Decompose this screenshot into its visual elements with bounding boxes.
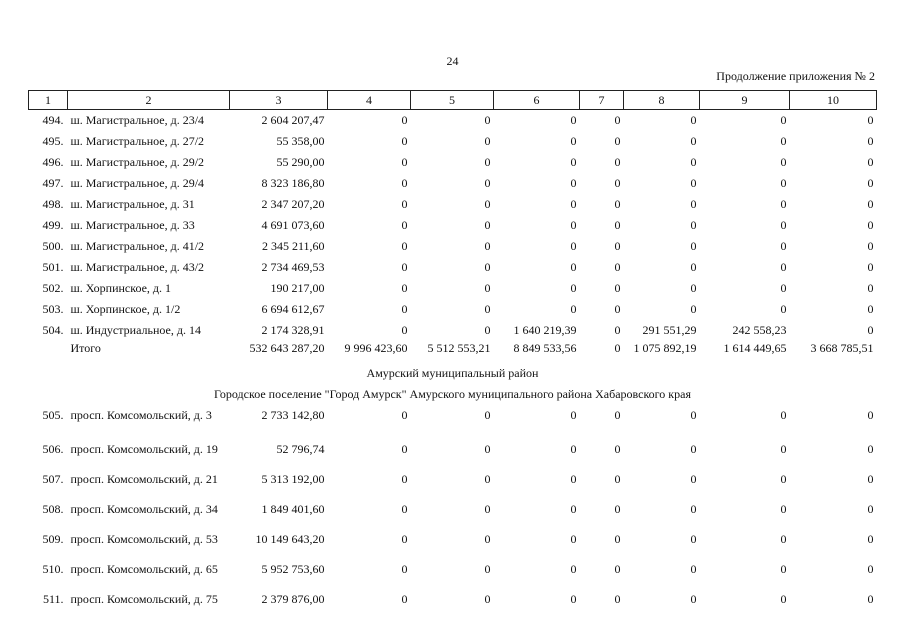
row-value: 0 bbox=[867, 176, 874, 190]
table-row bbox=[29, 236, 877, 257]
row-value: 0 bbox=[401, 442, 408, 456]
column-header: 9 bbox=[700, 91, 790, 110]
row-value: 0 bbox=[614, 532, 621, 546]
row-value: 0 bbox=[780, 442, 787, 456]
row-value: 0 bbox=[570, 502, 577, 516]
row-value: 0 bbox=[690, 218, 697, 232]
row-value: 8 323 186,80 bbox=[261, 176, 325, 190]
table-row bbox=[29, 152, 877, 173]
row-value: 5 313 192,00 bbox=[261, 472, 325, 486]
row-value: 0 bbox=[780, 176, 787, 190]
district-heading: Амурский муниципальный район bbox=[366, 366, 539, 380]
row-value: 0 bbox=[401, 218, 408, 232]
row-value: 0 bbox=[401, 155, 408, 169]
table-row bbox=[29, 173, 877, 194]
row-value: 0 bbox=[690, 260, 697, 274]
row-value: 0 bbox=[484, 113, 491, 127]
row-value: 0 bbox=[614, 472, 621, 486]
row-value: 0 bbox=[614, 113, 621, 127]
table-row bbox=[29, 576, 877, 606]
row-address: просп. Комсомольский, д. 53 bbox=[70, 532, 218, 546]
table-body bbox=[29, 91, 877, 607]
row-value: 0 bbox=[484, 155, 491, 169]
row-value: 0 bbox=[690, 155, 697, 169]
row-value: 0 bbox=[690, 442, 697, 456]
row-value: 0 bbox=[867, 532, 874, 546]
row-value: 0 bbox=[867, 134, 874, 148]
row-value: 0 bbox=[867, 472, 874, 486]
row-value: 0 bbox=[401, 408, 408, 422]
row-number: 509. bbox=[42, 532, 64, 546]
row-address: ш. Индустриальное, д. 14 bbox=[70, 323, 201, 337]
row-value: 0 bbox=[570, 239, 577, 253]
row-value: 0 bbox=[570, 472, 577, 486]
row-value: 0 bbox=[484, 592, 491, 606]
table-row bbox=[29, 110, 877, 132]
row-value: 0 bbox=[780, 592, 787, 606]
row-value: 0 bbox=[614, 562, 621, 576]
row-value: 0 bbox=[614, 155, 621, 169]
row-value: 0 bbox=[690, 302, 697, 316]
row-value: 0 bbox=[484, 260, 491, 274]
row-number: 494. bbox=[42, 113, 64, 127]
row-value: 0 bbox=[484, 408, 491, 422]
row-value: 0 bbox=[401, 239, 408, 253]
row-value: 0 bbox=[780, 408, 787, 422]
row-value: 0 bbox=[484, 281, 491, 295]
row-value: 242 558,23 bbox=[732, 323, 787, 337]
row-value: 0 bbox=[401, 113, 408, 127]
row-value: 0 bbox=[867, 442, 874, 456]
row-address: просп. Комсомольский, д. 75 bbox=[70, 592, 218, 606]
row-value: 0 bbox=[780, 239, 787, 253]
row-value: 4 691 073,60 bbox=[261, 218, 325, 232]
total-value: 8 849 533,56 bbox=[513, 341, 577, 355]
row-value: 0 bbox=[614, 302, 621, 316]
continuation-label: Продолжение приложения № 2 bbox=[716, 69, 875, 83]
row-number: 496. bbox=[42, 155, 64, 169]
row-value: 0 bbox=[484, 176, 491, 190]
row-value: 2 345 211,60 bbox=[261, 239, 325, 253]
row-value: 0 bbox=[484, 472, 491, 486]
row-value: 0 bbox=[614, 260, 621, 274]
row-value: 0 bbox=[867, 502, 874, 516]
row-value: 0 bbox=[780, 502, 787, 516]
row-value: 0 bbox=[614, 442, 621, 456]
row-number: 503. bbox=[42, 302, 64, 316]
row-value: 0 bbox=[780, 472, 787, 486]
row-value: 0 bbox=[867, 281, 874, 295]
row-number: 504. bbox=[42, 323, 64, 337]
row-number: 508. bbox=[42, 502, 64, 516]
row-value: 0 bbox=[690, 281, 697, 295]
row-number: 500. bbox=[42, 239, 64, 253]
row-value: 0 bbox=[570, 408, 577, 422]
row-value: 10 149 643,20 bbox=[255, 532, 325, 546]
row-value: 0 bbox=[867, 113, 874, 127]
row-value: 0 bbox=[570, 176, 577, 190]
table-row bbox=[29, 257, 877, 278]
row-value: 2 347 207,20 bbox=[261, 197, 325, 211]
column-header: 7 bbox=[580, 91, 624, 110]
row-value: 0 bbox=[570, 562, 577, 576]
row-value: 2 733 142,80 bbox=[261, 408, 325, 422]
total-value: 5 512 553,21 bbox=[427, 341, 491, 355]
row-value: 0 bbox=[614, 239, 621, 253]
row-value: 0 bbox=[484, 323, 491, 337]
column-header: 1 bbox=[29, 91, 68, 110]
row-value: 2 604 207,47 bbox=[261, 113, 325, 127]
row-value: 0 bbox=[780, 562, 787, 576]
row-address: ш. Магистральное, д. 33 bbox=[70, 218, 195, 232]
column-header: 5 bbox=[411, 91, 494, 110]
row-address: ш. Магистральное, д. 29/4 bbox=[70, 176, 205, 190]
total-value: 1 075 892,19 bbox=[633, 341, 697, 355]
row-value: 0 bbox=[780, 155, 787, 169]
row-value: 0 bbox=[690, 134, 697, 148]
row-value: 0 bbox=[401, 502, 408, 516]
row-value: 0 bbox=[690, 562, 697, 576]
row-value: 0 bbox=[690, 113, 697, 127]
row-value: 0 bbox=[570, 155, 577, 169]
row-value: 0 bbox=[401, 562, 408, 576]
column-header: 10 bbox=[790, 91, 877, 110]
row-value: 2 734 469,53 bbox=[261, 260, 325, 274]
row-value: 0 bbox=[867, 155, 874, 169]
row-value: 0 bbox=[690, 592, 697, 606]
row-value: 0 bbox=[614, 281, 621, 295]
row-value: 0 bbox=[484, 502, 491, 516]
total-label: Итого bbox=[70, 341, 101, 355]
row-number: 507. bbox=[42, 472, 64, 486]
total-value: 532 643 287,20 bbox=[249, 341, 325, 355]
row-value: 0 bbox=[867, 302, 874, 316]
row-value: 1 849 401,60 bbox=[261, 502, 325, 516]
row-value: 0 bbox=[780, 260, 787, 274]
column-header: 8 bbox=[624, 91, 700, 110]
row-value: 0 bbox=[401, 472, 408, 486]
row-address: ш. Магистральное, д. 23/4 bbox=[70, 113, 205, 127]
column-header: 2 bbox=[68, 91, 230, 110]
table-row bbox=[29, 131, 877, 152]
row-value: 0 bbox=[484, 442, 491, 456]
row-value: 0 bbox=[570, 260, 577, 274]
row-value: 55 358,00 bbox=[276, 134, 325, 148]
row-address: ш. Хорпинское, д. 1/2 bbox=[70, 302, 181, 316]
page-number: 24 bbox=[446, 54, 459, 68]
row-value: 0 bbox=[780, 218, 787, 232]
row-value: 0 bbox=[614, 323, 621, 337]
row-number: 497. bbox=[42, 176, 64, 190]
settlement-heading: Городское поселение "Город Амурск" Амурского муниципального района Хабаровского края bbox=[214, 387, 691, 401]
row-value: 6 694 612,67 bbox=[261, 302, 325, 316]
row-value: 0 bbox=[780, 134, 787, 148]
row-value: 0 bbox=[401, 592, 408, 606]
row-address: ш. Магистральное, д. 31 bbox=[70, 197, 195, 211]
table-row bbox=[29, 278, 877, 299]
row-value: 0 bbox=[867, 260, 874, 274]
row-value: 5 952 753,60 bbox=[261, 562, 325, 576]
row-value: 0 bbox=[484, 134, 491, 148]
table-row bbox=[29, 546, 877, 576]
row-address: просп. Комсомольский, д. 19 bbox=[70, 442, 218, 456]
column-header: 6 bbox=[494, 91, 580, 110]
row-value: 0 bbox=[614, 502, 621, 516]
table-row bbox=[29, 426, 877, 456]
row-address: ш. Магистральное, д. 43/2 bbox=[70, 260, 205, 274]
row-address: просп. Комсомольский, д. 21 bbox=[70, 472, 218, 486]
total-value: 1 614 449,65 bbox=[723, 341, 787, 355]
row-address: ш. Магистральное, д. 41/2 bbox=[70, 239, 205, 253]
row-value: 0 bbox=[614, 408, 621, 422]
row-value: 0 bbox=[570, 281, 577, 295]
row-value: 2 379 876,00 bbox=[261, 592, 325, 606]
row-value: 0 bbox=[401, 134, 408, 148]
row-value: 0 bbox=[614, 176, 621, 190]
settlement-row bbox=[29, 384, 877, 405]
row-value: 0 bbox=[484, 218, 491, 232]
row-address: ш. Магистральное, д. 29/2 bbox=[70, 155, 205, 169]
table-row bbox=[29, 320, 877, 341]
row-value: 0 bbox=[690, 532, 697, 546]
column-header: 4 bbox=[328, 91, 411, 110]
table-row bbox=[29, 486, 877, 516]
row-value: 0 bbox=[690, 502, 697, 516]
table-row bbox=[29, 215, 877, 236]
row-value: 0 bbox=[867, 408, 874, 422]
row-value: 0 bbox=[780, 113, 787, 127]
row-number: 506. bbox=[42, 442, 64, 456]
row-value: 0 bbox=[484, 532, 491, 546]
row-value: 0 bbox=[570, 134, 577, 148]
row-value: 55 290,00 bbox=[276, 155, 325, 169]
row-address: просп. Комсомольский, д. 65 bbox=[70, 562, 218, 576]
row-value: 0 bbox=[484, 197, 491, 211]
row-value: 0 bbox=[867, 218, 874, 232]
row-value: 0 bbox=[570, 302, 577, 316]
total-value: 0 bbox=[614, 341, 621, 355]
total-value: 3 668 785,51 bbox=[810, 341, 874, 355]
row-value: 0 bbox=[690, 176, 697, 190]
row-value: 0 bbox=[780, 532, 787, 546]
data-table bbox=[28, 90, 877, 606]
row-value: 0 bbox=[867, 592, 874, 606]
row-value: 0 bbox=[780, 302, 787, 316]
row-value: 0 bbox=[570, 592, 577, 606]
row-address: просп. Комсомольский, д. 3 bbox=[70, 408, 212, 422]
row-value: 0 bbox=[570, 532, 577, 546]
total-spacer bbox=[29, 341, 68, 363]
row-number: 505. bbox=[42, 408, 64, 422]
row-value: 0 bbox=[570, 218, 577, 232]
row-value: 0 bbox=[867, 323, 874, 337]
row-value: 0 bbox=[401, 323, 408, 337]
row-value: 0 bbox=[690, 472, 697, 486]
column-header: 3 bbox=[230, 91, 328, 110]
row-address: просп. Комсомольский, д. 34 bbox=[70, 502, 218, 516]
row-value: 0 bbox=[614, 592, 621, 606]
row-value: 0 bbox=[484, 302, 491, 316]
row-value: 0 bbox=[401, 532, 408, 546]
row-value: 0 bbox=[401, 302, 408, 316]
table-row bbox=[29, 456, 877, 486]
row-value: 0 bbox=[614, 134, 621, 148]
row-value: 0 bbox=[780, 281, 787, 295]
row-value: 0 bbox=[570, 442, 577, 456]
row-value: 0 bbox=[401, 260, 408, 274]
row-value: 0 bbox=[484, 562, 491, 576]
row-value: 0 bbox=[867, 562, 874, 576]
row-number: 501. bbox=[42, 260, 64, 274]
row-number: 498. bbox=[42, 197, 64, 211]
row-value: 2 174 328,91 bbox=[261, 323, 325, 337]
row-number: 502. bbox=[42, 281, 64, 295]
row-value: 0 bbox=[690, 197, 697, 211]
row-value: 0 bbox=[614, 197, 621, 211]
total-value: 9 996 423,60 bbox=[344, 341, 408, 355]
district-row bbox=[29, 363, 877, 384]
row-value: 0 bbox=[401, 281, 408, 295]
row-number: 499. bbox=[42, 218, 64, 232]
row-value: 0 bbox=[690, 408, 697, 422]
table-row bbox=[29, 516, 877, 546]
row-number: 510. bbox=[42, 562, 64, 576]
row-value: 291 551,29 bbox=[642, 323, 697, 337]
row-number: 511. bbox=[42, 592, 64, 606]
total-row bbox=[29, 341, 877, 363]
row-value: 0 bbox=[570, 113, 577, 127]
row-number: 495. bbox=[42, 134, 64, 148]
row-value: 0 bbox=[780, 197, 787, 211]
row-value: 0 bbox=[401, 197, 408, 211]
row-value: 0 bbox=[401, 176, 408, 190]
row-value: 0 bbox=[570, 197, 577, 211]
row-value: 0 bbox=[867, 197, 874, 211]
row-value: 0 bbox=[867, 239, 874, 253]
row-address: ш. Хорпинское, д. 1 bbox=[70, 281, 172, 295]
row-value: 190 217,00 bbox=[270, 281, 325, 295]
row-value: 0 bbox=[614, 218, 621, 232]
header-row bbox=[29, 91, 877, 110]
table-row bbox=[29, 405, 877, 426]
row-value: 0 bbox=[484, 239, 491, 253]
row-value: 1 640 219,39 bbox=[513, 323, 577, 337]
table-row bbox=[29, 194, 877, 215]
table-row bbox=[29, 299, 877, 320]
row-value: 52 796,74 bbox=[276, 442, 325, 456]
row-address: ш. Магистральное, д. 27/2 bbox=[70, 134, 205, 148]
row-value: 0 bbox=[690, 239, 697, 253]
